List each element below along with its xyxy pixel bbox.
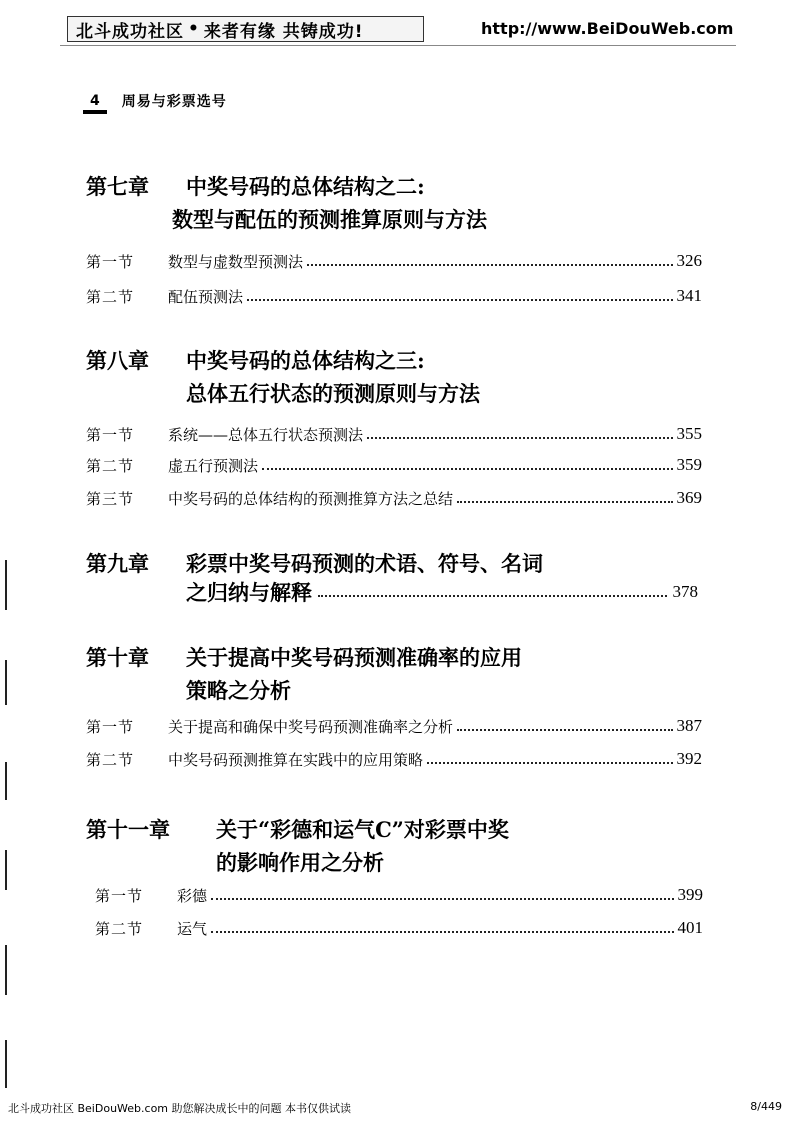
section-label: 第一节 [86,252,135,271]
toc-chapter-entry[interactable] [186,577,698,607]
chapter-title-line1: 关于提高中奖号码预测准确率的应用 [186,645,522,670]
running-head-page-number: 4 [83,93,107,114]
chapter-title-line1: 关于“彩德和运气C”对彩票中奖 [216,817,509,842]
chapter-10-heading [86,643,646,707]
section-title: 系统——总体五行状态预测法 [168,425,364,444]
scan-margin-mark [5,1040,7,1088]
chapter-11-heading [86,815,646,879]
toc-entry[interactable] [86,421,702,447]
page-indicator: 8/449 [750,1100,782,1113]
chapter-title-line2: 的影响作用之分析 [216,850,384,875]
toc-entry[interactable] [86,746,702,772]
page-number: 387 [676,716,702,735]
footer [8,1100,782,1116]
section-title: 中奖号码的总体结构的预测推算方法之总结 [168,489,454,508]
running-head-title: 周易与彩票选号 [121,94,227,110]
scan-margin-mark [5,850,7,890]
section-title: 运气 [177,919,208,938]
section-title: 虚五行预测法 [168,456,259,475]
section-title: 数型与虚数型预测法 [168,252,304,271]
page-number: 359 [676,455,702,474]
chapter-label: 第八章 [86,348,149,373]
section-title: 关于提高和确保中奖号码预测准确率之分析 [168,717,454,736]
banner-slogan-right: 来者有缘 共铸成功! [203,21,364,42]
section-title: 配伍预测法 [168,287,244,306]
scan-margin-mark [5,560,7,610]
dot-leader [307,264,672,266]
section-label: 第一节 [86,425,135,444]
page-number: 378 [672,582,698,601]
section-title: 彩德 [177,886,208,905]
page-number: 392 [676,749,702,768]
banner-slogan-left: 北斗成功社区 [76,21,184,42]
chapter-8-heading [86,346,646,410]
toc-entry[interactable] [86,485,702,511]
page-number: 355 [676,424,702,443]
section-label: 第二节 [86,287,135,306]
chapter-title-line1: 中奖号码的总体结构之二: [186,174,425,199]
page-number: 399 [677,885,703,904]
toc-entry[interactable] [95,915,703,941]
chapter-title-line2: 总体五行状态的预测原则与方法 [186,381,480,406]
toc-entry[interactable] [86,452,702,478]
chapter-title-line2: 数型与配伍的预测推算原则与方法 [172,207,487,232]
footer-text: 北斗成功社区 BeiDouWeb.com 助您解决成长中的问题 本书仅供试读 [8,1102,352,1115]
toc-entry[interactable] [86,713,702,739]
chapter-title-line2: 之归纳与解释 [186,580,312,605]
dot-leader [211,898,673,900]
chapter-title-line1: 中奖号码的总体结构之三: [186,348,425,373]
banner-dot: • [188,19,200,39]
running-head [83,93,227,114]
dot-leader [247,299,672,301]
dot-leader [262,468,672,470]
chapter-label: 第十一章 [86,817,170,842]
section-label: 第二节 [95,919,144,938]
dot-leader [318,595,667,597]
chapter-title-line2: 策略之分析 [186,678,291,703]
section-label: 第二节 [86,750,135,769]
section-label: 第三节 [86,489,135,508]
toc-entry[interactable] [95,882,703,908]
top-divider [60,45,736,46]
section-title: 中奖号码预测推算在实践中的应用策略 [168,750,424,769]
page-number: 401 [677,918,703,937]
chapter-title-line1: 彩票中奖号码预测的术语、符号、名词 [186,551,543,576]
page-number: 341 [676,286,702,305]
chapter-label: 第九章 [86,551,149,576]
chapter-label: 第七章 [86,174,149,199]
banner-slogan [67,16,424,42]
dot-leader [367,437,672,439]
page-number: 369 [676,488,702,507]
dot-leader [457,729,672,731]
banner-url[interactable]: http://www.BeiDouWeb.com [481,19,734,38]
section-label: 第二节 [86,456,135,475]
section-label: 第一节 [95,886,144,905]
scan-margin-mark [5,660,7,705]
scan-margin-mark [5,945,7,995]
toc-entry[interactable] [86,248,702,274]
scan-margin-mark [5,762,7,800]
section-label: 第一节 [86,717,135,736]
top-banner [0,0,792,48]
dot-leader [211,931,673,933]
chapter-label: 第十章 [86,645,149,670]
chapter-7-heading [86,172,646,236]
page-number: 326 [676,251,702,270]
dot-leader [427,762,672,764]
dot-leader [457,501,672,503]
toc-entry[interactable] [86,283,702,309]
